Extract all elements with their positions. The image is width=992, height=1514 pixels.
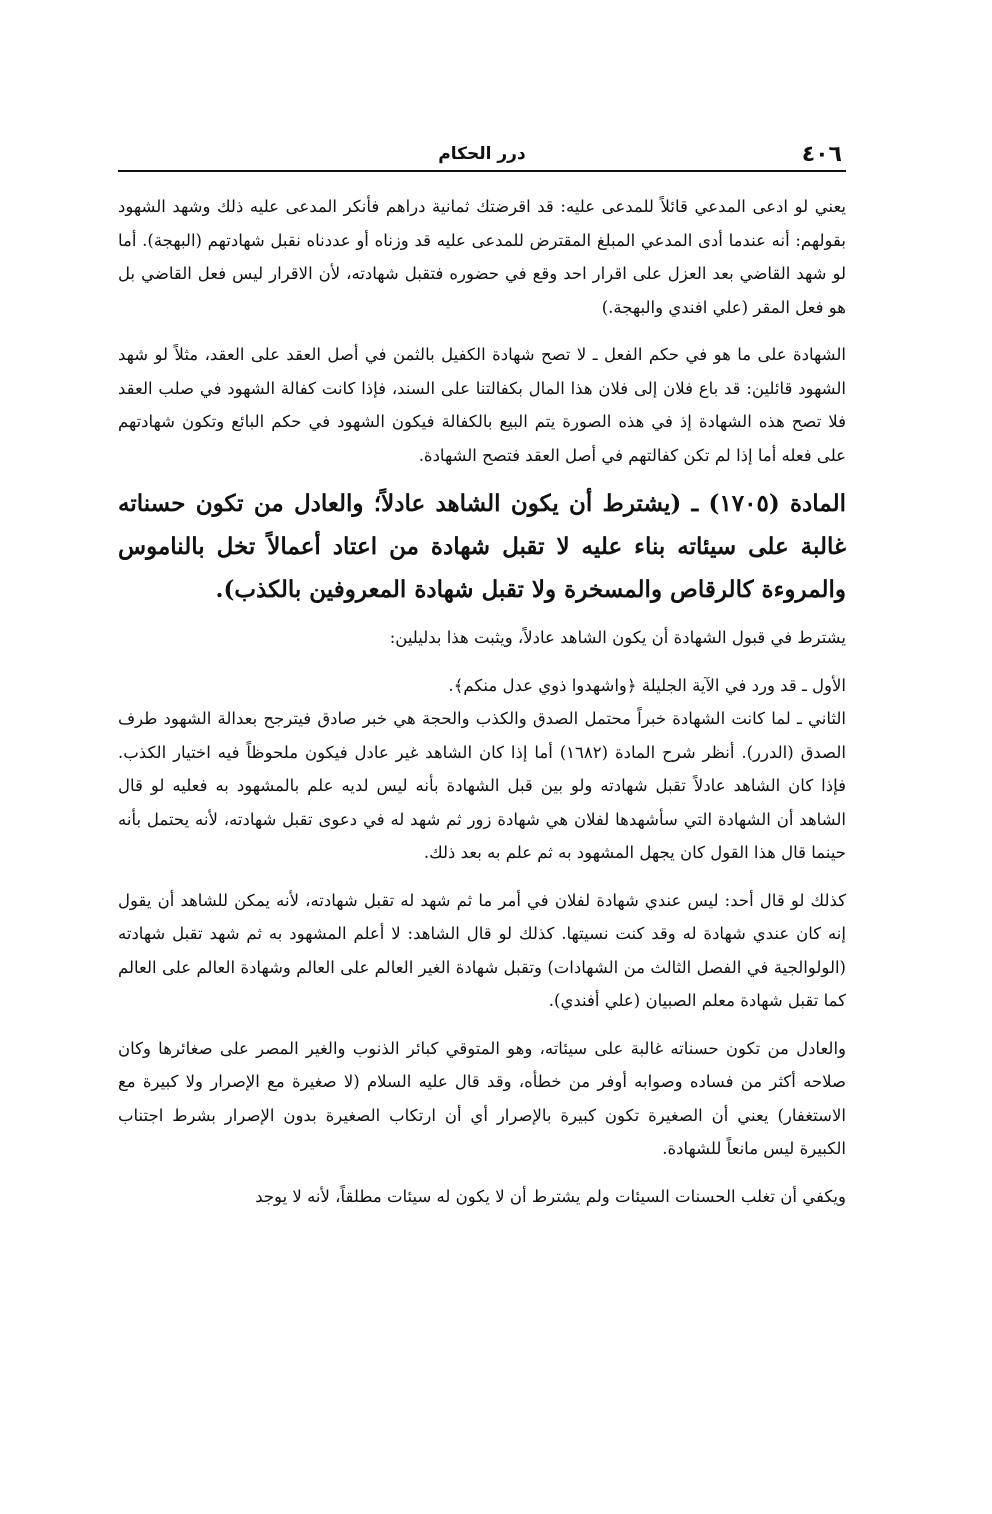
paragraph: الثاني ـ لما كانت الشهادة خبراً محتمل الصدق والكذب والحجة هي خبر صادق فيترجح بعدالة الشهود طرف الصدق (الدرر). أنظر شرح المادة (١٦٨٢) أما إذا كان الشاهد غير عادل فيكون ملحوظاً فيه اختيار الكذب. فإذا كان الشاهد عادلاً تقبل شهادته ولو بين قبل الشهادة بأنه ليس لديه علم بالمشهود به فعليه لو قال الشاهد أن الشهادة التي سأشهدها لفلان هي شهادة زور ثم شهد له في دعوى تقبل شهادته، لأنه يحتمل بأنه حينما قال هذا القول كان يجهل المشهود به ثم علم به بعد ذلك. bbox=[118, 709, 846, 862]
page-header bbox=[118, 140, 846, 172]
paragraph: والعادل من تكون حسناته غالبة على سيئاته، وهو المتوقي كبائر الذنوب والغير المصر على صغائرها وكان صلاحه أكثر من فساده وصوابه أوفر من خطأه، وقد قال عليه السلام (لا صغيرة مع الإصرار ولا كبيرة مع الاستغفار) يعني أن الصغيرة تكون كبيرة بالإصرار أي أن ارتكاب الصغيرة بدون الإصرار بشرط اجتناب الكبيرة ليس مانعاً للشهادة. bbox=[118, 1038, 846, 1158]
running-title: درر الحكام bbox=[438, 144, 526, 164]
paragraph: يعني لو ادعى المدعي قائلاً للمدعى عليه: قد اقرضتك ثمانية دراهم فأنكر المدعى عليه ذلك وشهد الشهود بقولهم: أنه عندما أدى المدعي المبلغ المقترض للمدعى عليه قد وزناه أو عددناه نقبل شهادتهم (البهجة). أما لو شهد القاضي بعد العزل على اقرار احد وقع في حضوره فتقبل شهادته، لأن الاقرار ليس فعل القاضي بل هو فعل المقر (علي افندي والبهجة.) bbox=[118, 197, 846, 317]
paragraph: ويكفي أن تغلب الحسنات السيئات ولم يشترط أن لا يكون له سيئات مطلقاً، لأنه لا يوجد bbox=[255, 1186, 846, 1206]
paragraph: الأول ـ قد ورد في الآية الجليلة ﴿واشهدوا ذوي عدل منكم﴾. bbox=[448, 675, 846, 695]
paragraph: كذلك لو قال أحد: ليس عندي شهادة لفلان في أمر ما ثم شهد له تقبل شهادته، لأنه يمكن للشاهد أن يقول إنه كان عندي شهادة له وقد كنت نسيتها. كذلك لو قال الشاهد: لا أعلم المشهود به ثم شهد تقبل شهادته (الولوالجية في الفصل الثالث من الشهادات) وتقبل شهادة الغير العالم على العالم وشهادة العالم على العالم كما تقبل شهادة معلم الصبيان (علي أفندي). bbox=[118, 890, 846, 1010]
book-page bbox=[118, 140, 846, 1213]
paragraph: يشترط في قبول الشهادة أن يكون الشاهد عادلاً، ويثبت هذا بدليلين: bbox=[389, 628, 846, 647]
paragraph: الشهادة على ما هو في حكم الفعل ـ لا تصح شهادة الكفيل بالثمن في أصل العقد على العقد، مثلاً لو شهد الشهود قائلين: قد باع فلان إلى فلان هذا المال بكفالتنا على السند، فإذا كانت كفالة الشهود في صلب العقد فلا تصح هذه الشهادة إذ في هذه الصورة يتم البيع بالكفالة فيكون الشهود في حكم البائع وتكون شهادتهم على فعله أما إذا لم تكن كفالتهم في أصل العقد فتصح الشهادة. bbox=[118, 345, 846, 465]
page-number: ٤٠٦ bbox=[801, 142, 842, 167]
page-body bbox=[118, 190, 846, 1213]
article-1705: المادة (١٧٠٥) ـ (يشترط أن يكون الشاهد عادلاً؛ والعادل من تكون حسناته غالبة على سيئاته بناء عليه لا تقبل شهادة من اعتاد أعمالاً تخل بالناموس والمروءة كالرقاص والمسخرة ولا تقبل شهادة المعروفين بالكذب). bbox=[118, 490, 846, 603]
